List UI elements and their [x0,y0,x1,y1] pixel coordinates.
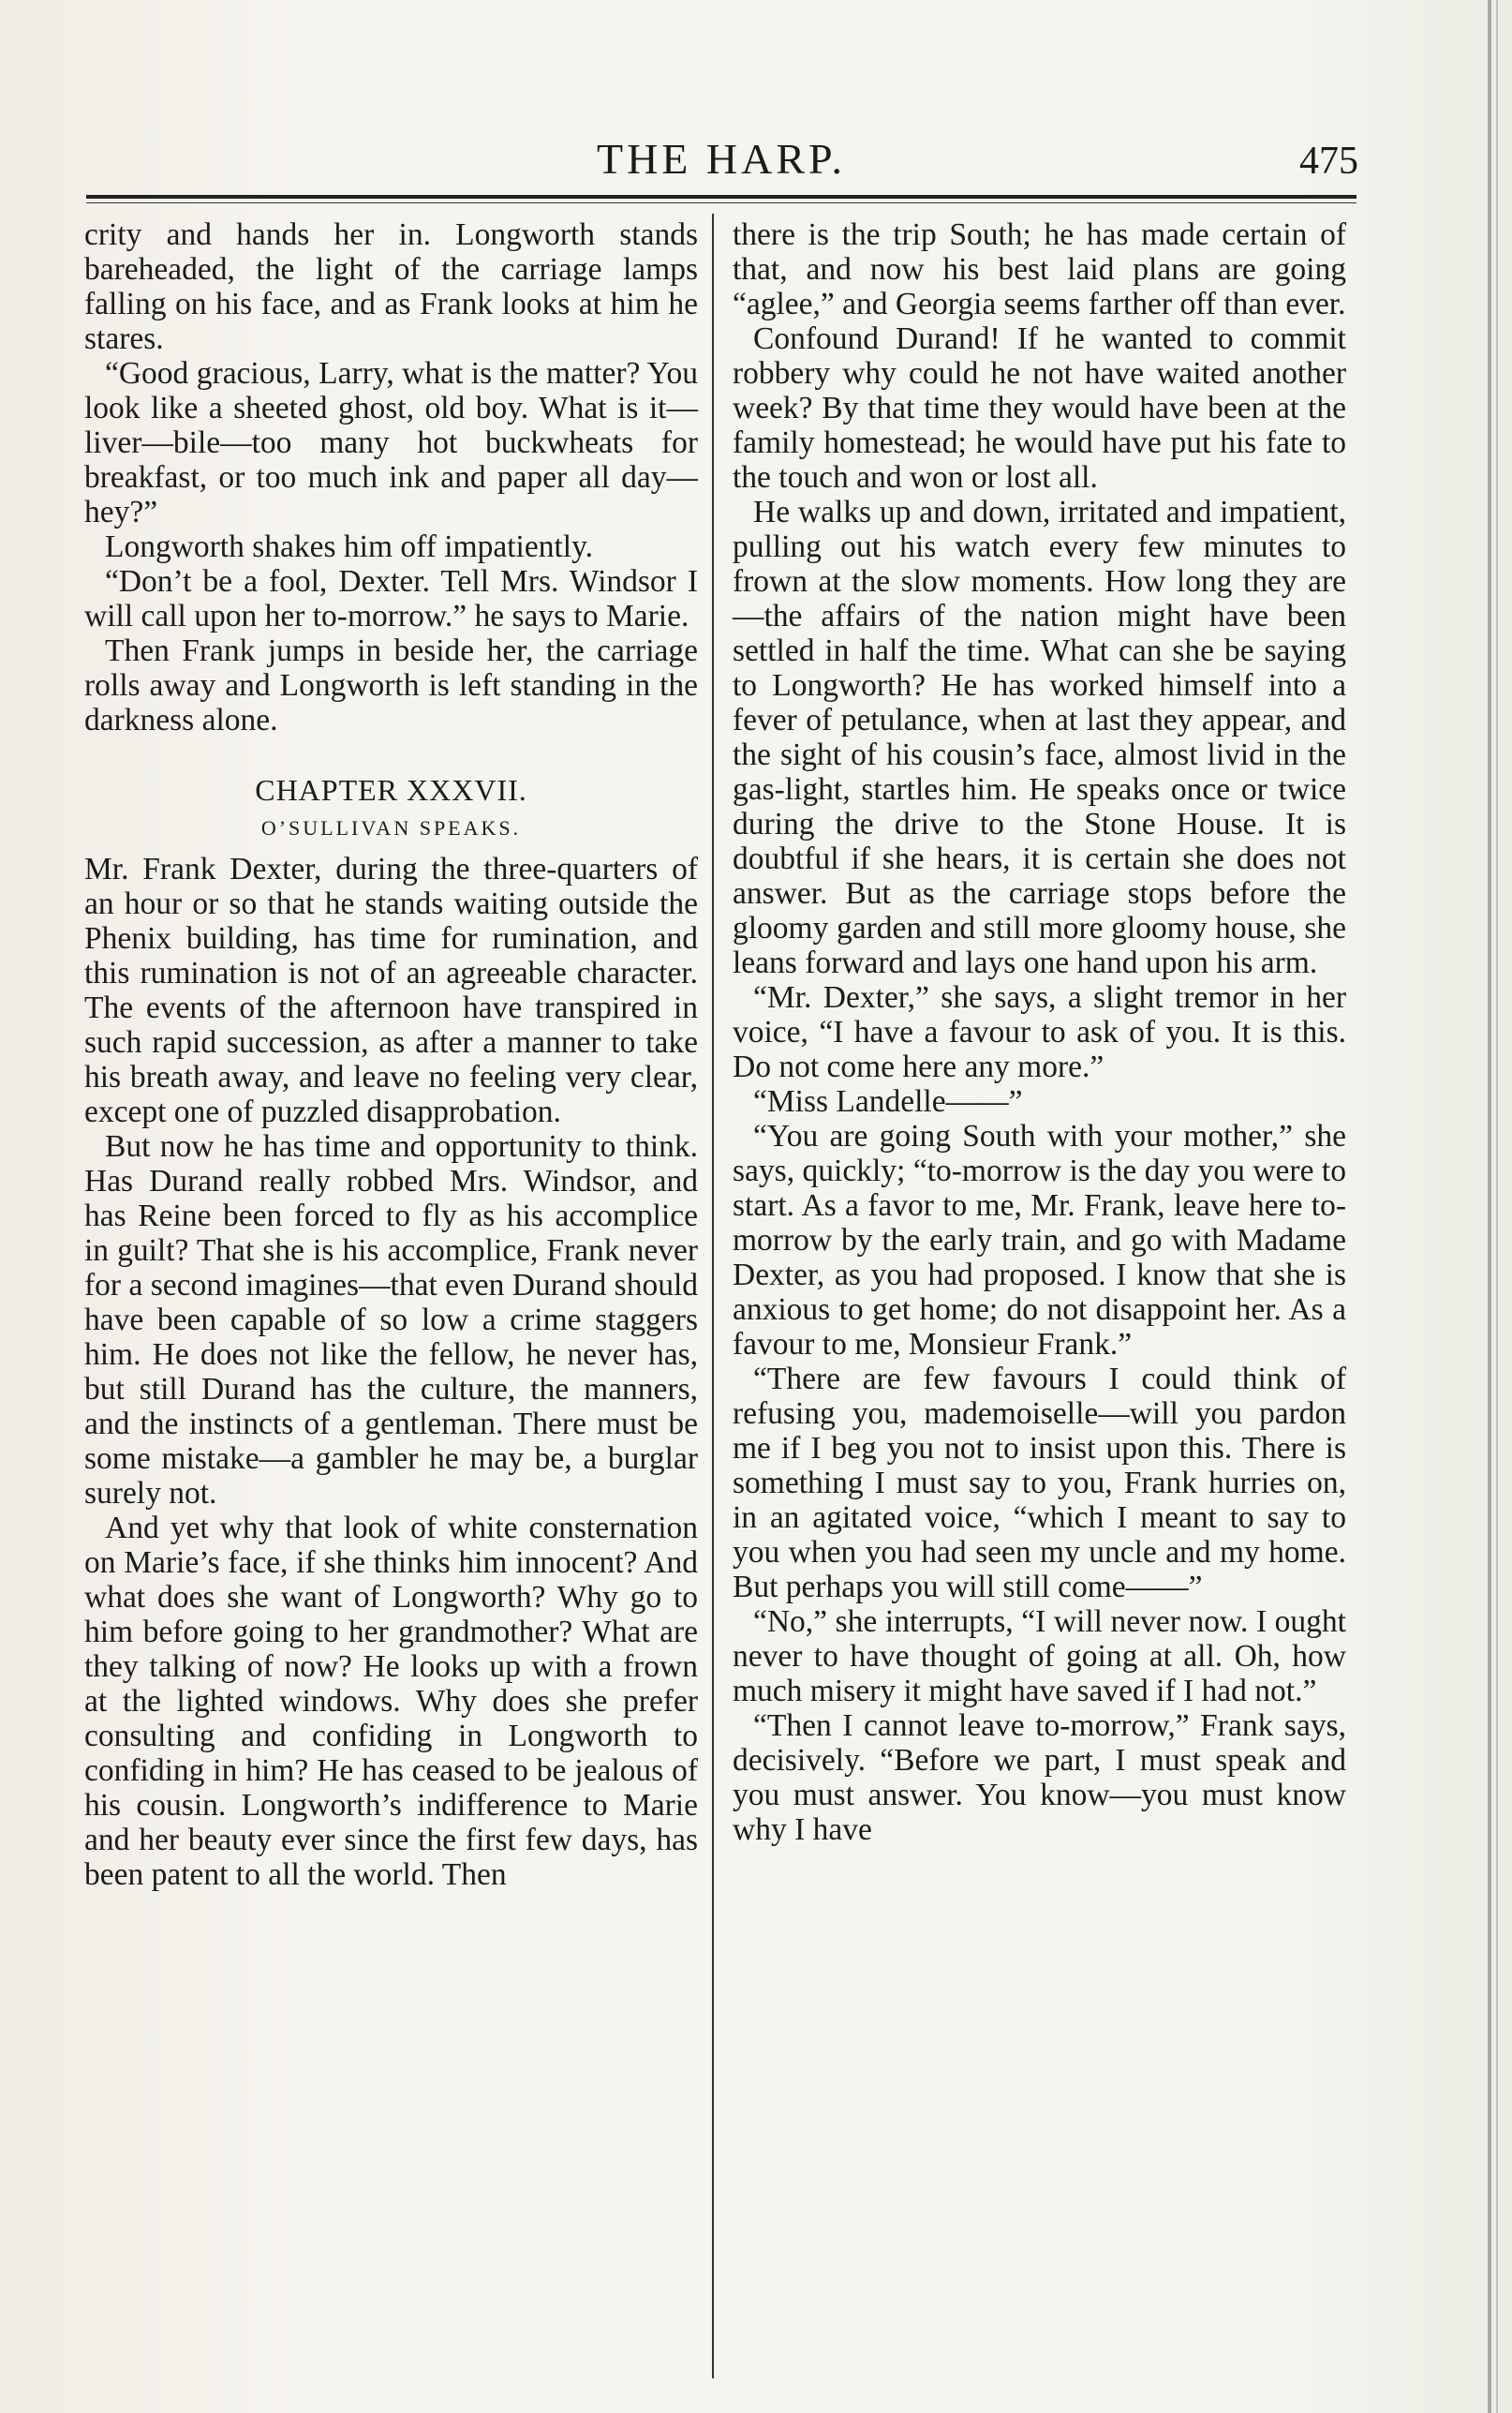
paragraph: “No,” she interrupts, “I will never now. I ought never to have thought of going at all. Oh, how much misery it might have saved if I had not.” [733,1604,1346,1708]
paragraph: “Good gracious, Larry, what is the matter? You look like a sheeted ghost, old boy. What is it—liver—bile—too many hot buckwheats for breakfast, or too much ink and paper all day—hey?” [84,356,698,529]
paragraph: there is the trip South; he has made certain of that, and now his best laid plans are going “aglee,” and Georgia seems farther off than ever. [733,217,1346,321]
paragraph: Longworth shakes him off impatiently. [105,529,594,564]
paragraph: Mr. Frank Dexter, during the three-quarters of an hour or so that he stands waiting outside the Phenix building, has time for rumination, and this rumination is not of an agreeable character. The events of the afternoon have transpired in such rapid succession, as after a manner to take his breath away, and leave no feeling very clear, except one of puzzled disapprobation. [84,852,698,1129]
page-header [84,133,1358,189]
paragraph: “There are few favours I could think of refusing you, mademoiselle—will you pardon me if I beg you not to insist upon this. There is something I must say to you, Frank hurries on, in an agitated voice, “which I meant to say to you when you had seen my uncle and my home. But perhaps you will still come——” [733,1362,1346,1604]
left-column [84,217,698,1892]
chapter-subtitle: O’SULLIVAN SPEAKS. [260,816,522,840]
header-rule-thin [86,202,1356,203]
paragraph: And yet why that look of white consternation on Marie’s face, if she thinks him innocent? And what does she want of Longworth? Why go to him before going to her grandmother? What are they talking of now? He looks up with a frown at the lighted windows. Why does she prefer consulting and confiding in Longworth to confiding in him? He has ceased to be jealous of his cousin. Longworth’s indifference to Marie and her beauty ever since the first few days, has been patent to all the world. Then [84,1511,698,1892]
paragraph: But now he has time and opportunity to think. Has Durand really robbed Mrs. Windsor, and has Reine been forced to fly as his accomplice in guilt? That she is his accomplice, Frank never for a second imagines—that even Durand should have been capable of so low a crime staggers him. He does not like the fellow, he never has, but still Durand has the culture, the manners, and the instincts of a gentleman. There must be some mistake—a gambler he may be, a burglar surely not. [84,1129,698,1511]
binding-edge [1488,0,1491,2413]
page-number: 475 [1299,140,1358,183]
paragraph: “Don’t be a fool, Dexter. Tell Mrs. Windsor I will call upon her to-morrow.” he says to Marie. [84,564,698,633]
paragraph: “Then I cannot leave to-morrow,” Frank says, decisively. “Before we part, I must speak and you must answer. You know—you must know why I have [733,1708,1346,1847]
paragraph: “Miss Landelle——” [753,1084,1023,1119]
chapter-title: CHAPTER XXXVII. [255,773,527,807]
column-divider [712,214,714,2378]
paragraph: He walks up and down, irritated and impatient, pulling out his watch every few minutes to frown at the slow moments. How long they are—the affairs of the nation might have been settled in half the time. What can she be saying to Longworth? He has worked himself into a fever of petulance, when at last they appear, and the sight of his cousin’s face, almost livid in the gas-light, startles him. He speaks once or twice during the drive to the Stone House. It is doubtful if she hears, it is certain she does not answer. But as the carriage stops before the gloomy garden and still more gloomy house, she leans forward and lays one hand upon his arm. [733,495,1346,980]
paragraph: “Mr. Dexter,” she says, a slight tremor in her voice, “I have a favour to ask of you. It is this. Do not come here any more.” [733,980,1346,1084]
paragraph: crity and hands her in. Longworth stands bareheaded, the light of the carriage lamps falling on his face, and as Frank looks at him he stares. [84,217,698,356]
paragraph: Then Frank jumps in beside her, the carriage rolls away and Longworth is left standing in the darkness alone. [84,633,698,737]
paragraph: “You are going South with your mother,” she says, quickly; “to-morrow is the day you were to start. As a favor to me, Mr. Frank, leave here to-morrow by the early train, and go with Madame Dexter, as you had proposed. I know that she is anxious to get home; do not disappoint her. As a favour to me, Monsieur Frank.” [733,1119,1346,1362]
right-column [733,217,1346,1847]
paragraph: Confound Durand! If he wanted to commit robbery why could he not have waited another week? By that time they would have been at the family homestead; he would have put his fate to the touch and won or lost all. [733,321,1346,495]
binding-edge-inner [1496,0,1498,2413]
header-rule-thick [86,195,1356,199]
publication-title: THE HARP. [596,135,847,183]
